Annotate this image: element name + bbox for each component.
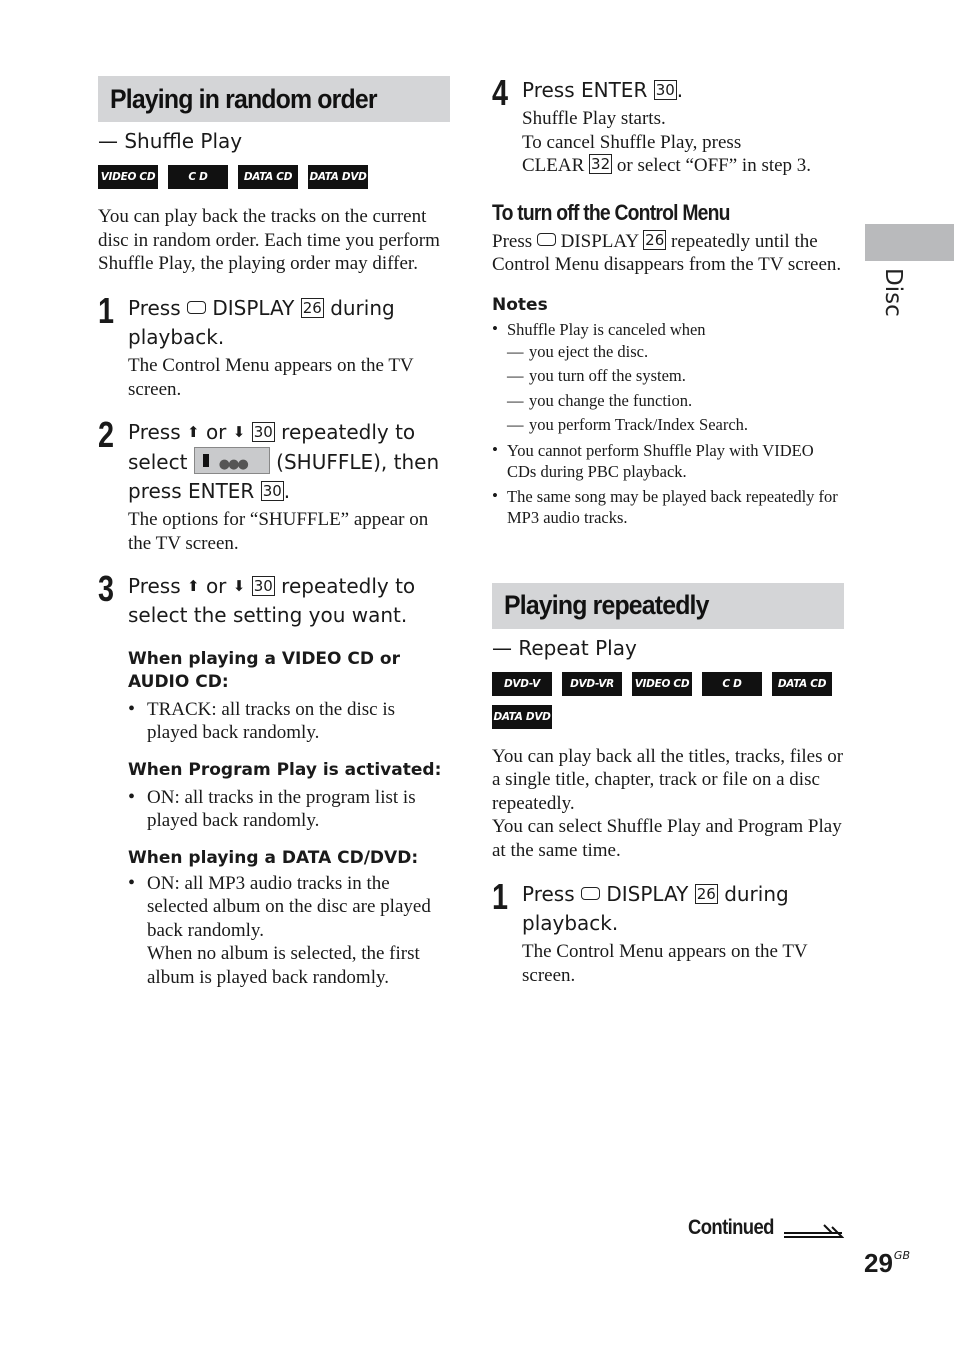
- section-header-random: [98, 76, 450, 122]
- step-instruction: [128, 572, 450, 630]
- step-2: [98, 413, 450, 556]
- step-text: repeatedly to select the setting you want.: [128, 573, 416, 627]
- condition-text: When no album is selected, the first album is played back randomly.: [147, 943, 420, 988]
- badge-cd: C D: [702, 672, 762, 696]
- step-4: [492, 72, 844, 178]
- step-instruction: [128, 294, 450, 352]
- display-icon: [187, 301, 206, 314]
- key-number: 26: [696, 885, 716, 903]
- display-icon: [537, 233, 556, 246]
- badge-data-dvd: DATA DVD: [492, 705, 552, 729]
- page-region-suffix: GB: [893, 1249, 910, 1262]
- disc-badges: [492, 672, 842, 729]
- section-subtitle: — Repeat Play: [492, 635, 637, 660]
- condition-heading: When playing a DATA CD/DVD:: [128, 847, 419, 868]
- step-number: 4: [492, 72, 509, 113]
- up-arrow-icon: ⬆: [187, 422, 200, 441]
- intro-paragraph: [492, 745, 844, 863]
- intro-line: You can select Shuffle Play and Program Play at the same time.: [492, 816, 842, 861]
- condition-item: [128, 872, 450, 990]
- left-column: [98, 76, 450, 989]
- note-subitem: — you eject the disc.: [492, 340, 844, 365]
- page-number: [864, 1248, 910, 1279]
- note-item: • You cannot perform Shuffle Play with VIDEO CDs during PBC playback.: [492, 440, 844, 482]
- display-key-label: DISPLAY: [560, 230, 639, 252]
- repeat-step-1: [492, 876, 844, 988]
- step-instruction: [522, 880, 844, 938]
- step-description: The Control Menu appears on the TV screen.: [128, 354, 414, 400]
- note-subitem: — you perform Track/Index Search.: [492, 413, 844, 438]
- shuffle-icon: [194, 447, 270, 474]
- condition-text: ON: all MP3 audio tracks in the selected album on the disc are played back randomly.: [147, 872, 431, 941]
- subsection-title: To turn off the Control Menu: [492, 199, 730, 225]
- badge-data-cd: DATA CD: [238, 165, 298, 189]
- section-title: Playing in random order: [110, 83, 377, 114]
- down-arrow-icon: ⬇: [232, 576, 246, 595]
- display-key-label: DISPLAY: [606, 882, 689, 906]
- step-text: Press: [522, 882, 575, 906]
- badge-data-dvd: DATA DVD: [308, 165, 368, 189]
- step-text: during playback.: [522, 882, 789, 935]
- key-number: 32: [591, 155, 611, 173]
- notes-section: [492, 295, 844, 528]
- badge-dvd-v: DVD-V: [492, 672, 552, 696]
- intro-paragraph: You can play back the tracks on the current disc in random order. Each time you perform Shuffle Play, the playing order may differ.: [98, 206, 440, 274]
- down-arrow-icon: ⬇: [232, 422, 246, 441]
- key-number: 26: [645, 230, 665, 249]
- side-tab-marker: [865, 224, 954, 261]
- step-text: CLEAR: [522, 155, 585, 176]
- display-icon: [581, 887, 600, 900]
- condition-item: • TRACK: all tracks on the disc is played back randomly.: [128, 698, 450, 745]
- condition-heading: When playing a VIDEO CD or AUDIO CD:: [128, 648, 400, 692]
- note-item: • The same song may be played back repeatedly for MP3 audio tracks.: [492, 486, 844, 528]
- step-number: 3: [98, 567, 115, 609]
- section-header-repeat: [492, 583, 844, 629]
- step-instruction: Press ⬆ or ⬇ 30 repeatedly to select ●●● (SHUFFLE), then press ENTER 30 .: [128, 418, 450, 506]
- step-text: or: [205, 573, 227, 598]
- step-text: (SHUFFLE), then press ENTER: [128, 449, 440, 503]
- step-number: 2: [98, 413, 115, 455]
- step-desc-line: To cancel Shuffle Play, press: [522, 131, 742, 153]
- side-section-label: Disc: [880, 268, 906, 317]
- step-number: 1: [98, 289, 115, 331]
- key-number: 30: [262, 481, 282, 500]
- continued-label: Continued: [688, 1216, 774, 1239]
- body-text: Press: [492, 230, 533, 252]
- badge-video-cd: VIDEO CD: [98, 165, 158, 189]
- condition-list: [98, 648, 450, 990]
- intro-line: You can play back all the titles, tracks, files or a single title, chapter, track or file on a disc repeatedly.: [492, 745, 844, 814]
- disc-badges: [98, 165, 450, 189]
- note-item: • Shuffle Play is canceled when: [492, 319, 844, 340]
- step-text: Press: [128, 419, 181, 444]
- step-text: or select “OFF” in step 3.: [616, 155, 812, 176]
- step-instruction: Press ENTER 30 .: [522, 78, 684, 102]
- turn-off-section: [492, 200, 844, 277]
- step-description: [522, 107, 844, 178]
- badge-video-cd: VIDEO CD: [632, 672, 692, 696]
- badge-data-cd: DATA CD: [772, 672, 832, 696]
- key-number: 30: [253, 422, 273, 441]
- key-number: 30: [253, 576, 273, 595]
- step-3: [98, 567, 450, 630]
- turn-off-text: [492, 230, 844, 277]
- badge-dvd-vr: DVD-VR: [562, 672, 622, 696]
- key-number: 30: [655, 81, 675, 99]
- key-number: 26: [302, 298, 322, 317]
- step-desc-line: Shuffle Play starts.: [522, 108, 666, 129]
- condition-item: • ON: all tracks in the program list is played back randomly.: [128, 786, 450, 833]
- condition-heading: When Program Play is activated:: [128, 759, 442, 780]
- step-text: Press: [128, 573, 181, 598]
- display-key-label: DISPLAY: [212, 295, 295, 320]
- section-title: Playing repeatedly: [504, 590, 709, 620]
- step-text: repeatedly to select: [128, 419, 416, 474]
- step-text: Press ENTER: [522, 78, 648, 102]
- continued-indicator: [688, 1216, 844, 1240]
- notes-heading: Notes: [492, 294, 548, 315]
- section-subtitle: — Shuffle Play: [98, 129, 243, 153]
- step-desc-line: [522, 154, 844, 178]
- step-text: Press: [128, 295, 181, 320]
- step-description: The options for “SHUFFLE” appear on the TV screen.: [128, 508, 429, 554]
- note-subitem: — you change the function.: [492, 389, 844, 414]
- body-text: repeatedly until the Control Menu disappears from the TV screen.: [492, 230, 842, 275]
- step-text: during playback.: [128, 295, 395, 349]
- continued-arrow-icon: [782, 1217, 844, 1239]
- note-subitem: — you turn off the system.: [492, 364, 844, 389]
- right-column: [492, 72, 844, 988]
- up-arrow-icon: ⬆: [187, 576, 200, 595]
- step-text: or: [205, 419, 227, 444]
- badge-cd: C D: [168, 165, 228, 189]
- step-description: The Control Menu appears on the TV screen.: [522, 941, 808, 986]
- page-number-value: 29: [864, 1248, 893, 1278]
- step-number: 1: [492, 876, 509, 917]
- step-1: [98, 289, 450, 402]
